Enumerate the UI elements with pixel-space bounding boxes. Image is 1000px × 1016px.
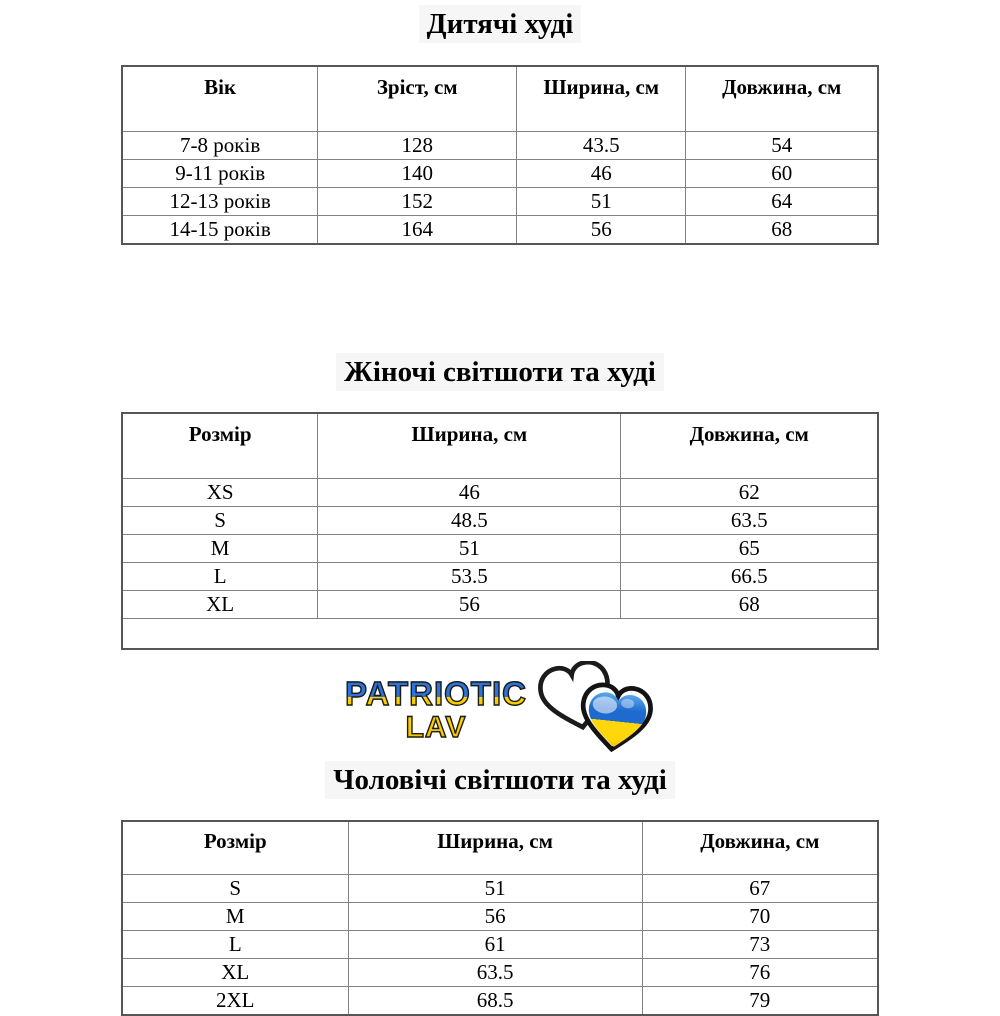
- table-cell: 79: [642, 987, 878, 1016]
- table-row: [122, 903, 878, 931]
- table-cell: 43.5: [517, 132, 686, 160]
- table-row: [122, 563, 878, 591]
- column-header: Ширина, см: [517, 66, 686, 132]
- kids-size-table: [121, 65, 879, 245]
- table-cell: 140: [318, 160, 517, 188]
- column-header: Ширина, см: [348, 821, 642, 875]
- table-cell: 51: [348, 875, 642, 903]
- table-cell: XL: [122, 959, 348, 987]
- table-cell: 51: [318, 535, 621, 563]
- column-header: Зріст, см: [318, 66, 517, 132]
- table-cell: 66.5: [621, 563, 878, 591]
- column-header: Розмір: [122, 821, 348, 875]
- table-cell: 63.5: [621, 507, 878, 535]
- column-header: Вік: [122, 66, 318, 132]
- table-row: [122, 507, 878, 535]
- table-row: [122, 160, 878, 188]
- table-cell: 68: [686, 216, 878, 245]
- table-cell: L: [122, 563, 318, 591]
- table-cell: 67: [642, 875, 878, 903]
- table-cell: 14-15 років: [122, 216, 318, 245]
- table-cell: S: [122, 875, 348, 903]
- table-cell: L: [122, 931, 348, 959]
- empty-cell: [122, 619, 878, 650]
- table-cell: 7-8 років: [122, 132, 318, 160]
- table-cell: 2XL: [122, 987, 348, 1016]
- table-cell: 68.5: [348, 987, 642, 1016]
- table-cell: XL: [122, 591, 318, 619]
- table-cell: 63.5: [348, 959, 642, 987]
- table-cell: 62: [621, 479, 878, 507]
- table-cell: M: [122, 903, 348, 931]
- table-row: [122, 535, 878, 563]
- table-row: [122, 188, 878, 216]
- table-cell: 46: [517, 160, 686, 188]
- table-cell: 12-13 років: [122, 188, 318, 216]
- men-size-table: [121, 820, 879, 1016]
- men-table-title-text: Чоловічі світшоти та худі: [325, 761, 675, 799]
- table-row: [122, 591, 878, 619]
- table-cell: 164: [318, 216, 517, 245]
- table-cell: 76: [642, 959, 878, 987]
- table-cell: M: [122, 535, 318, 563]
- women-table-title-text: Жіночі світшоти та худі: [336, 353, 664, 391]
- brand-logo: [0, 662, 1000, 758]
- table-cell: 61: [348, 931, 642, 959]
- brand-name-line2: LAV: [345, 712, 527, 744]
- table-row: [122, 987, 878, 1016]
- table-cell: S: [122, 507, 318, 535]
- column-header: Довжина, см: [621, 413, 878, 479]
- table-cell: 73: [642, 931, 878, 959]
- table-cell: 65: [621, 535, 878, 563]
- table-cell: 56: [348, 903, 642, 931]
- column-header: Розмір: [122, 413, 318, 479]
- kids-table-title-text: Дитячі худі: [419, 5, 582, 43]
- table-row: [122, 132, 878, 160]
- table-row: [122, 875, 878, 903]
- table-row: [122, 959, 878, 987]
- men-header-row: [122, 821, 878, 875]
- empty-row: [122, 619, 878, 650]
- table-cell: 46: [318, 479, 621, 507]
- ukraine-hearts-icon: [533, 661, 655, 759]
- table-cell: 152: [318, 188, 517, 216]
- table-row: [122, 931, 878, 959]
- column-header: Довжина, см: [642, 821, 878, 875]
- table-cell: 70: [642, 903, 878, 931]
- table-cell: 56: [517, 216, 686, 245]
- table-row: [122, 479, 878, 507]
- kids-header-row: [122, 66, 878, 132]
- kids-table-title: [0, 0, 1000, 43]
- brand-logo-text: [345, 674, 527, 744]
- women-table-title: [0, 353, 1000, 391]
- women-size-table: [121, 412, 879, 650]
- flag-heart-shape: [585, 691, 648, 750]
- table-cell: 48.5: [318, 507, 621, 535]
- table-cell: 68: [621, 591, 878, 619]
- brand-name-line1: PATRIOTIC: [345, 674, 527, 712]
- table-row: [122, 216, 878, 245]
- table-cell: 54: [686, 132, 878, 160]
- column-header: Ширина, см: [318, 413, 621, 479]
- table-cell: 128: [318, 132, 517, 160]
- table-cell: XS: [122, 479, 318, 507]
- table-cell: 64: [686, 188, 878, 216]
- men-table-title: [0, 761, 1000, 799]
- column-header: Довжина, см: [686, 66, 878, 132]
- table-cell: 53.5: [318, 563, 621, 591]
- table-cell: 51: [517, 188, 686, 216]
- table-cell: 9-11 років: [122, 160, 318, 188]
- women-header-row: [122, 413, 878, 479]
- table-cell: 60: [686, 160, 878, 188]
- table-cell: 56: [318, 591, 621, 619]
